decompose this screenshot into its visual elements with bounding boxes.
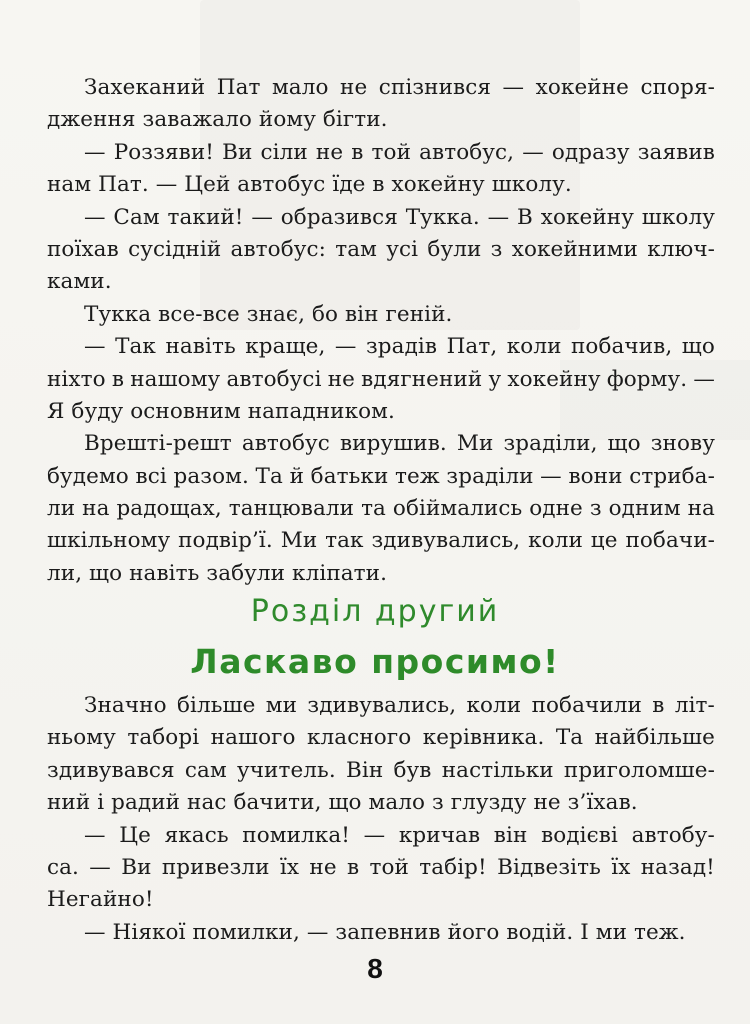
text-line: — Так навіть краще, — зрадів Пат, коли побачив, що	[84, 334, 715, 360]
text-line: поїхав сусідній автобус: там усі були з хокейними ключ-	[47, 236, 715, 262]
page-number: 8	[367, 953, 383, 984]
text-line: Захеканий Пат мало не спізнився — хокейне споря-	[84, 75, 715, 100]
text-line: са. — Ви привезли їх не в той табір! Відвезіть їх назад!	[47, 854, 715, 880]
text-line: Врешті-решт автобус вирушив. Ми зраділи, що знову	[84, 431, 715, 457]
text-line: ньому таборі нашого класного керівника. Та найбільше	[47, 725, 715, 751]
text-line: Тукка все-все знає, бо він геній.	[84, 301, 453, 327]
chapter-title: Ласкаво просимо!	[190, 642, 560, 681]
text-line: Значно більше ми здивувались, коли побачили в літ-	[84, 693, 715, 718]
text-line: Я буду основним нападником.	[47, 398, 395, 424]
text-line: — Ніякої помилки, — запевнив його водій. І ми теж.	[84, 919, 686, 945]
text-line: шкільному подвір’ї. Ми так здивувались, коли це побачи-	[47, 528, 715, 554]
text-line: дження заважало йому бігти.	[47, 107, 388, 133]
chapter-label: Розділ другий	[250, 594, 500, 629]
text-line: ніхто в нашому автобусі не вдягнений у хокейну форму. —	[47, 366, 715, 392]
text-line: будемо всі разом. Та й батьки теж зраділи — вони стриба-	[47, 463, 715, 489]
text-line: — Роззяви! Ви сіли не в той автобус, — одразу заявив	[84, 139, 715, 165]
text-line: Негайно!	[47, 887, 154, 913]
text-line: ками.	[47, 269, 112, 295]
text-line: ли, що навіть забули кліпати.	[47, 560, 388, 586]
text-line: здивувався сам учитель. Він був настільки приголомше-	[47, 757, 715, 783]
text-line: ли на радощах, танцювали та обіймались одне з одним на	[47, 496, 715, 522]
text-line: — Сам такий! — образився Тукка. — В хокейну школу	[84, 204, 715, 230]
text-line: — Це якась помилка! — кричав він водієві автобу-	[84, 822, 715, 848]
text-line: нам Пат. — Цей автобус їде в хокейну школу.	[47, 172, 572, 198]
text-line: ний і радий нас бачити, що мало з глузду не з’їхав.	[47, 790, 638, 816]
story-text-block-1	[47, 72, 715, 590]
story-text-block-2	[47, 690, 715, 949]
